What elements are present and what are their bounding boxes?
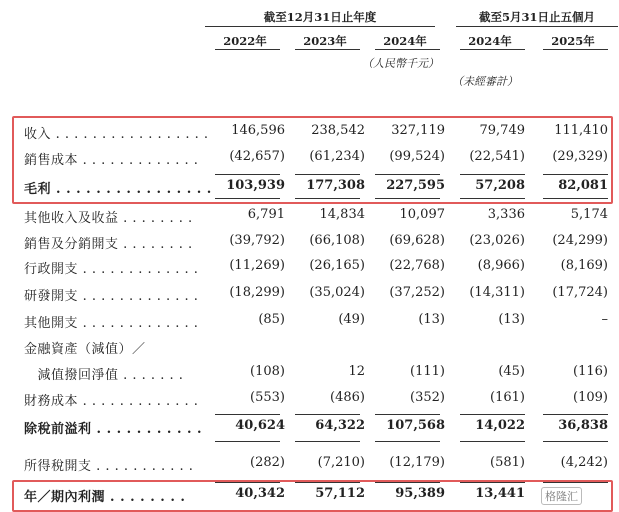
row-value: (8,169) [560, 258, 608, 273]
row-value: 14,022 [475, 418, 525, 433]
row-value: (45) [498, 364, 525, 379]
year-header-2024: 2024年 [383, 34, 427, 48]
row-value: (22,541) [469, 149, 525, 164]
row-value: (13) [498, 312, 525, 327]
row-value: (35,024) [309, 285, 365, 300]
row-label: 其他收入及收益 . . . . . . . . [24, 211, 193, 226]
row-value: (8,966) [477, 258, 525, 273]
row-value: (37,252) [389, 285, 445, 300]
row-value: 111,410 [554, 123, 608, 138]
row-value: (69,628) [389, 233, 445, 248]
total-rule [375, 198, 440, 199]
year-rule-2 [295, 49, 360, 50]
row-value: 327,119 [391, 123, 445, 138]
row-value: (13) [418, 312, 445, 327]
row-value: (7,210) [317, 455, 365, 470]
row-label: 金融資產（減值）／ [24, 342, 146, 357]
year-header-2025-interim: 2025年 [551, 34, 595, 48]
total-rule [543, 441, 608, 442]
year-rule-5 [543, 49, 608, 50]
total-rule [460, 441, 525, 442]
row-value: 95,389 [395, 486, 445, 501]
row-value: (49) [338, 312, 365, 327]
row-value: (11,269) [229, 258, 285, 273]
row-value: (61,234) [309, 149, 365, 164]
table-row [0, 390, 619, 412]
row-value: (352) [410, 390, 445, 405]
row-value: 10,097 [399, 207, 445, 222]
row-label: 收入 . . . . . . . . . . . . . . . . . [24, 127, 209, 142]
row-label: 其他開支 . . . . . . . . . . . . . [24, 316, 199, 331]
header-group-interim: 截至5月31日止五個月 [478, 10, 595, 24]
row-value: (109) [573, 390, 608, 405]
row-value: 3,336 [487, 207, 525, 222]
total-rule [460, 482, 525, 483]
unaudited-note: （未經審計） [452, 75, 518, 88]
header-group-annual: 截至12月31日止年度 [263, 10, 377, 24]
row-value: 40,342 [235, 486, 285, 501]
row-value: (486) [330, 390, 365, 405]
row-value: (161) [490, 390, 525, 405]
row-label: 減值撥回淨值 . . . . . . . [24, 368, 184, 383]
highlight-box-net-profit [12, 480, 613, 512]
row-value: (116) [573, 364, 608, 379]
total-rule [295, 198, 360, 199]
row-value: (14,311) [469, 285, 525, 300]
row-value: 14,834 [319, 207, 365, 222]
total-rule [295, 441, 360, 442]
row-value: 238,542 [311, 123, 365, 138]
row-value: (581) [490, 455, 525, 470]
row-value: (23,026) [469, 233, 525, 248]
year-rule-4 [460, 49, 525, 50]
row-label: 除稅前溢利 . . . . . . . . . . . [24, 422, 203, 437]
row-value: 82,081 [558, 178, 608, 193]
total-rule [215, 198, 280, 199]
total-rule [460, 414, 525, 415]
row-value: (108) [250, 364, 285, 379]
row-label: 研發開支 . . . . . . . . . . . . . [24, 289, 199, 304]
total-rule [295, 482, 360, 483]
row-label: 銷售成本 . . . . . . . . . . . . . [24, 153, 199, 168]
highlight-box-gross-profit [12, 116, 613, 204]
header-rule-interim [456, 26, 618, 27]
row-label: 年／期內利潤 . . . . . . . . [24, 490, 186, 505]
row-label: 毛利 . . . . . . . . . . . . . . . . [24, 182, 212, 197]
year-rule-1 [215, 49, 280, 50]
row-value: – [601, 312, 608, 327]
total-rule [215, 414, 280, 415]
row-value: 12 [348, 364, 365, 379]
row-value: (282) [250, 455, 285, 470]
total-rule [295, 414, 360, 415]
row-value: 5,174 [570, 207, 608, 222]
row-value: (18,299) [229, 285, 285, 300]
table-row [0, 418, 619, 440]
table-row [0, 455, 619, 477]
table-row [0, 233, 619, 255]
year-header-2023: 2023年 [303, 34, 347, 48]
row-value: (17,724) [552, 285, 608, 300]
row-value: (24,299) [552, 233, 608, 248]
row-value: 36,838 [558, 418, 608, 433]
year-rule-3 [375, 49, 440, 50]
row-value: 40,624 [235, 418, 285, 433]
row-value: 79,749 [479, 123, 525, 138]
row-value: (66,108) [309, 233, 365, 248]
total-rule [215, 482, 280, 483]
total-rule [295, 174, 360, 175]
total-rule [375, 414, 440, 415]
row-value: 13,441 [475, 486, 525, 501]
total-rule [543, 174, 608, 175]
row-value: 57,112 [315, 486, 365, 501]
row-value: 227,595 [386, 178, 445, 193]
row-label: 行政開支 . . . . . . . . . . . . . [24, 262, 199, 277]
year-header-2024-interim: 2024年 [468, 34, 512, 48]
table-row [0, 207, 619, 229]
total-rule [543, 414, 608, 415]
row-value: (111) [410, 364, 445, 379]
total-rule [375, 441, 440, 442]
row-value: 103,939 [226, 178, 285, 193]
table-row [0, 338, 619, 360]
table-row [0, 258, 619, 280]
unit-note: （人民幣千元） [362, 57, 439, 70]
year-header-2022: 2022年 [223, 34, 267, 48]
row-value: (42,657) [229, 149, 285, 164]
row-value: 107,568 [386, 418, 445, 433]
table-row [0, 312, 619, 334]
row-value: (26,165) [309, 258, 365, 273]
row-value: (39,792) [229, 233, 285, 248]
total-rule [375, 482, 440, 483]
row-value: 64,322 [315, 418, 365, 433]
table-row [0, 285, 619, 307]
row-value: 146,596 [231, 123, 285, 138]
row-value: 177,308 [306, 178, 365, 193]
row-label: 銷售及分銷開支 . . . . . . . . [24, 237, 193, 252]
row-value: (29,329) [552, 149, 608, 164]
table-row [0, 364, 619, 386]
row-value: 57,208 [475, 178, 525, 193]
total-rule [215, 174, 280, 175]
row-label: 財務成本 . . . . . . . . . . . . . [24, 394, 199, 409]
watermark-badge: 格隆汇 [541, 487, 582, 505]
row-value: (22,768) [389, 258, 445, 273]
total-rule [215, 441, 280, 442]
row-value: (12,179) [389, 455, 445, 470]
row-value: (4,242) [560, 455, 608, 470]
total-rule [375, 174, 440, 175]
total-rule [460, 198, 525, 199]
total-rule [543, 482, 608, 483]
row-label: 所得稅開支 . . . . . . . . . . . [24, 459, 194, 474]
row-value: (553) [250, 390, 285, 405]
row-value: 6,791 [247, 207, 285, 222]
row-value: (85) [258, 312, 285, 327]
header-rule-annual [205, 26, 435, 27]
row-value: (99,524) [389, 149, 445, 164]
total-rule [543, 198, 608, 199]
total-rule [460, 174, 525, 175]
